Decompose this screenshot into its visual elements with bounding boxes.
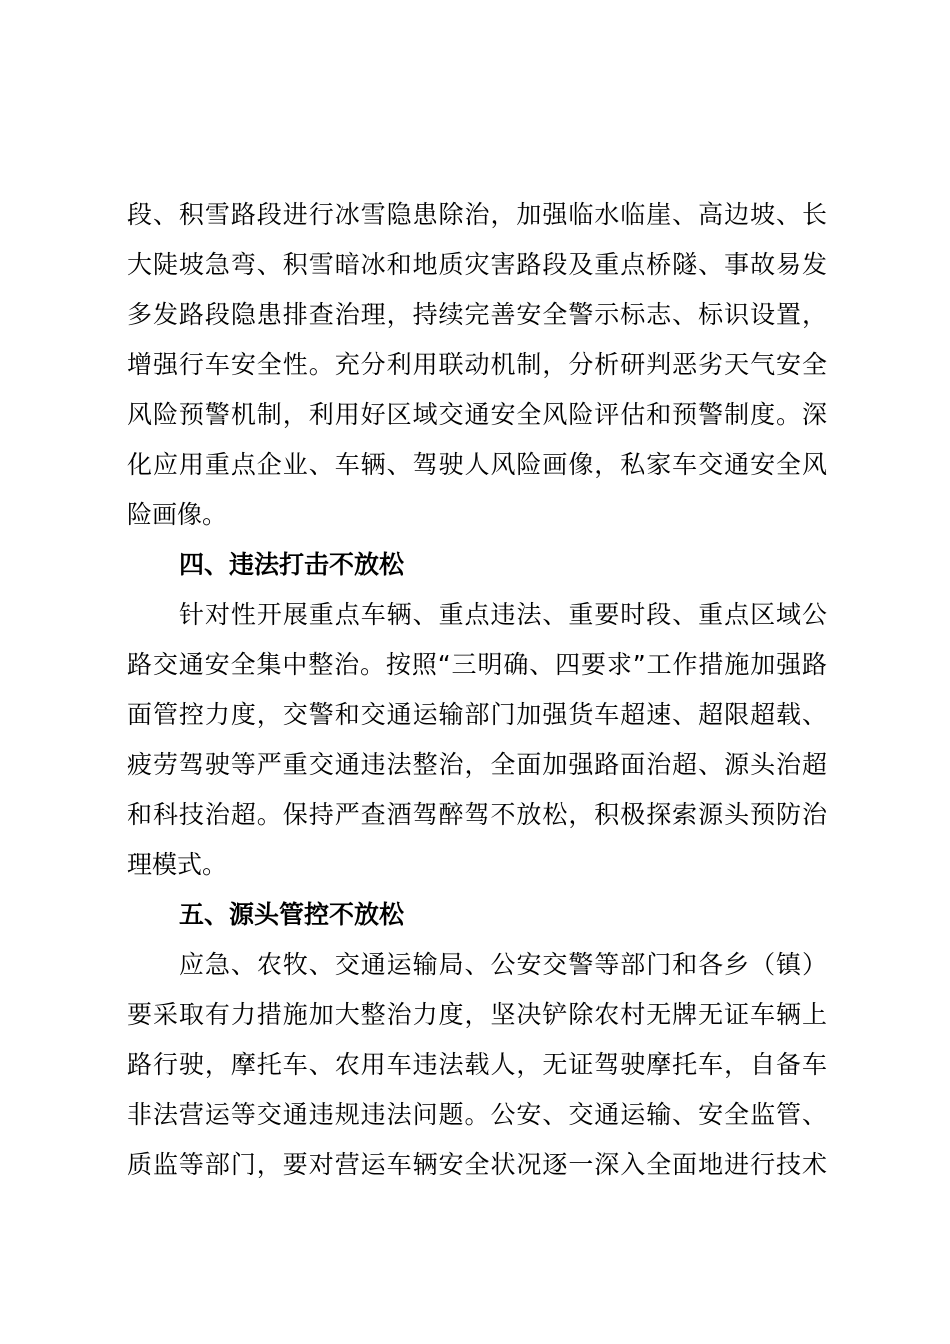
paragraph-line: 大陡坡急弯、积雪暗冰和地质灾害路段及重点桥隧、事故易发	[127, 250, 827, 279]
paragraph-line: 险画像。	[127, 500, 228, 529]
paragraph-line: 质监等部门，要对营运车辆安全状况逐一深入全面地进行技术	[127, 1150, 827, 1179]
paragraph-line: 段、积雪路段进行冰雪隐患除治，加强临水临崖、高边坡、长	[127, 200, 827, 229]
paragraph-line: 非法营运等交通违规违法问题。公安、交通运输、安全监管、	[127, 1100, 827, 1129]
paragraph-line: 面管控力度，交警和交通运输部门加强货车超速、超限超载、	[127, 700, 827, 729]
paragraph-line: 和科技治超。保持严查酒驾醉驾不放松，积极探索源头预防治	[127, 800, 827, 829]
document-body	[127, 190, 827, 1190]
paragraph-line: 化应用重点企业、车辆、驾驶人风险画像，私家车交通安全风	[127, 450, 827, 479]
paragraph-line: 路行驶，摩托车、农用车违法载人，无证驾驶摩托车，自备车	[127, 1050, 827, 1079]
paragraph-line: 要采取有力措施加大整治力度，坚决铲除农村无牌无证车辆上	[127, 1000, 827, 1029]
paragraph-line: 理模式。	[127, 850, 228, 879]
paragraph-line: 应急、农牧、交通运输局、公安交警等部门和各乡（镇）	[179, 950, 827, 979]
paragraph-line: 路交通安全集中整治。按照“三明确、四要求”工作措施加强路	[127, 650, 827, 679]
paragraph-line: 疲劳驾驶等严重交通违法整治，全面加强路面治超、源头治超	[127, 750, 827, 779]
paragraph-line: 增强行车安全性。充分利用联动机制，分析研判恶劣天气安全	[127, 350, 827, 379]
paragraph-line: 多发路段隐患排查治理，持续完善安全警示标志、标识设置，	[127, 300, 827, 329]
paragraph-line: 风险预警机制，利用好区域交通安全风险评估和预警制度。深	[127, 400, 827, 429]
section-heading: 五、源头管控不放松	[179, 900, 405, 929]
section-heading: 四、违法打击不放松	[179, 550, 405, 579]
paragraph-line: 针对性开展重点车辆、重点违法、重要时段、重点区域公	[179, 600, 827, 629]
